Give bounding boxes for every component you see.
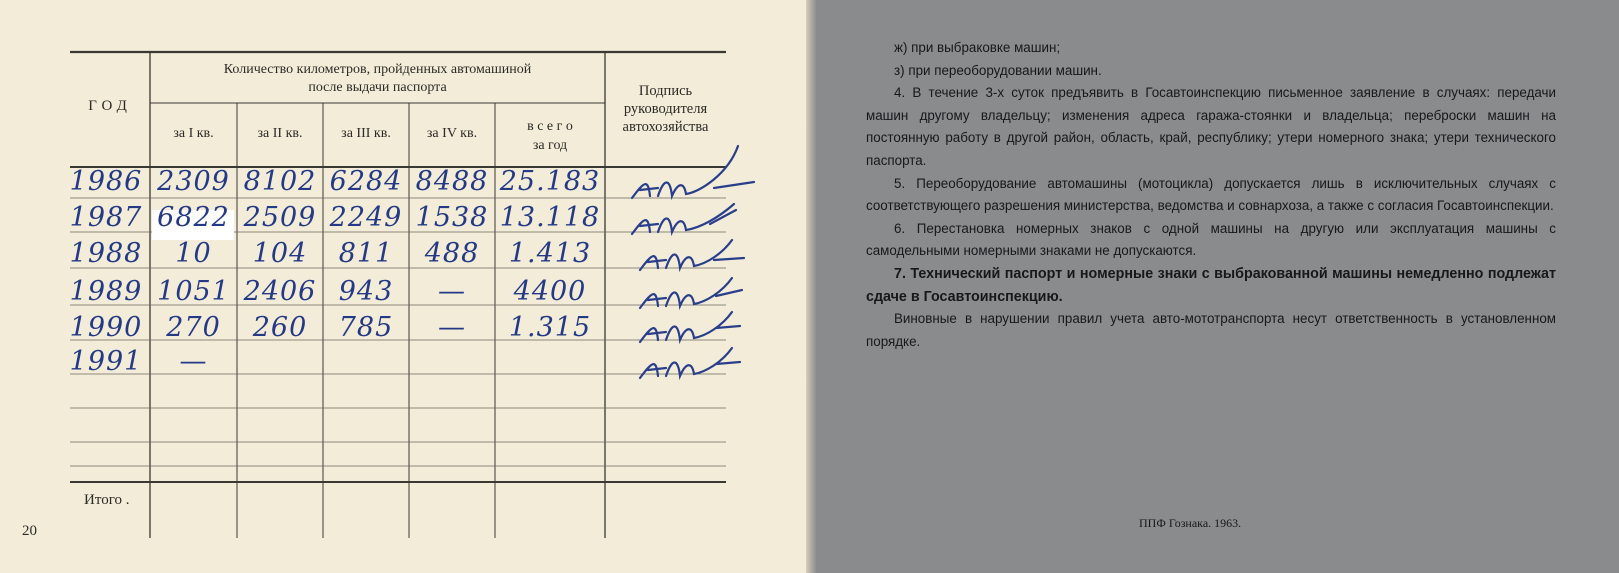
q3-header: за III кв. — [341, 126, 391, 141]
year-cell: 1991 — [69, 346, 143, 377]
q1-cell: 10 — [175, 238, 212, 269]
paragraph: з) при переоборудовании машин. — [894, 62, 1102, 78]
total-header: в с е г о за год — [527, 119, 573, 153]
signature-marks — [618, 138, 768, 388]
q2-cell: 2509 — [243, 202, 317, 233]
q1-header: за I кв. — [173, 126, 214, 141]
q2-cell: 104 — [252, 238, 308, 269]
regulations-text — [866, 37, 1556, 353]
q3-cell: 943 — [338, 276, 394, 307]
q4-cell: 488 — [424, 238, 480, 269]
year-cell: 1988 — [69, 238, 143, 269]
total-cell: 1.315 — [508, 312, 592, 343]
year-cell: 1989 — [69, 276, 143, 307]
q2-header: за II кв. — [257, 126, 303, 141]
q1-cell: 270 — [166, 312, 221, 343]
q3-cell: 2249 — [329, 202, 403, 233]
total-cell: 25.183 — [499, 166, 601, 197]
q3-cell: 811 — [338, 238, 394, 269]
total-cell: 4400 — [513, 276, 587, 307]
year-cell: 1990 — [69, 312, 143, 343]
paragraph: 6. Перестановка номерных знаков с одной машины на другую или эксплуатация машины с самодельными номерными знаками не допускаются. — [866, 220, 1556, 259]
paragraph: Виновные в нарушении правил учета авто-мототранспорта несут ответственность в установленном порядке. — [866, 311, 1556, 349]
q2-cell: 260 — [252, 312, 308, 343]
signature-column-header: Подпись руководителя автохозяйства — [622, 83, 709, 135]
q4-cell: — — [438, 312, 466, 343]
q3-cell: 785 — [338, 312, 394, 343]
paragraph: ж) при выбраковке машин; — [894, 40, 1061, 55]
totals-label: Итого . — [84, 492, 130, 508]
paragraph: 4. В течение 3-х суток предъявить в Госавтоинспекцию письменное заявление в случаях: передачи машин другому владельцу; изменения адреса гаража-стоянки и владельца; переброски машин на постоянную работу в другой район, область, край, республику; утери номерного знака; утери технического паспорта. — [866, 85, 1556, 168]
q4-cell: — — [438, 276, 466, 307]
q1-cell: 1051 — [157, 276, 230, 307]
q4-header: за IV кв. — [426, 126, 478, 141]
total-cell: 1.413 — [508, 238, 592, 269]
paragraph-bold: 7. Технический паспорт и номерные знаки с выбракованной машины немедленно подлежат сдаче в Госавтоинспекцию. — [866, 265, 1556, 305]
total-cell: 13.118 — [499, 202, 601, 233]
year-cell: 1987 — [69, 202, 143, 233]
year-cell: 1986 — [69, 166, 143, 197]
year-column-header: ГОД — [88, 98, 132, 114]
page-number: 20 — [22, 523, 37, 539]
km-group-header-line1: Количество километров, пройденных автомашиной — [223, 62, 532, 77]
q4-cell: 8488 — [415, 166, 489, 197]
km-group-header-line2: после выдачи паспорта — [308, 80, 447, 95]
q2-cell: 2406 — [243, 276, 317, 307]
printer-imprint: ППФ Гознака. 1963. — [1139, 516, 1242, 530]
q3-cell: 6284 — [329, 166, 403, 197]
q4-cell: 1538 — [415, 202, 489, 233]
q2-cell: 8102 — [243, 166, 317, 197]
paragraph: 5. Переоборудование автомашины (мотоцикла) допускается лишь в исключительных случаях с соответствующего разрешения министерства, ведомства и совнархоза, а также с согласия Госавтоинспекции. — [866, 175, 1556, 214]
q1-cell: 2309 — [157, 166, 230, 197]
q1-cell: 6822 — [157, 202, 230, 233]
q1-cell: — — [179, 346, 208, 377]
